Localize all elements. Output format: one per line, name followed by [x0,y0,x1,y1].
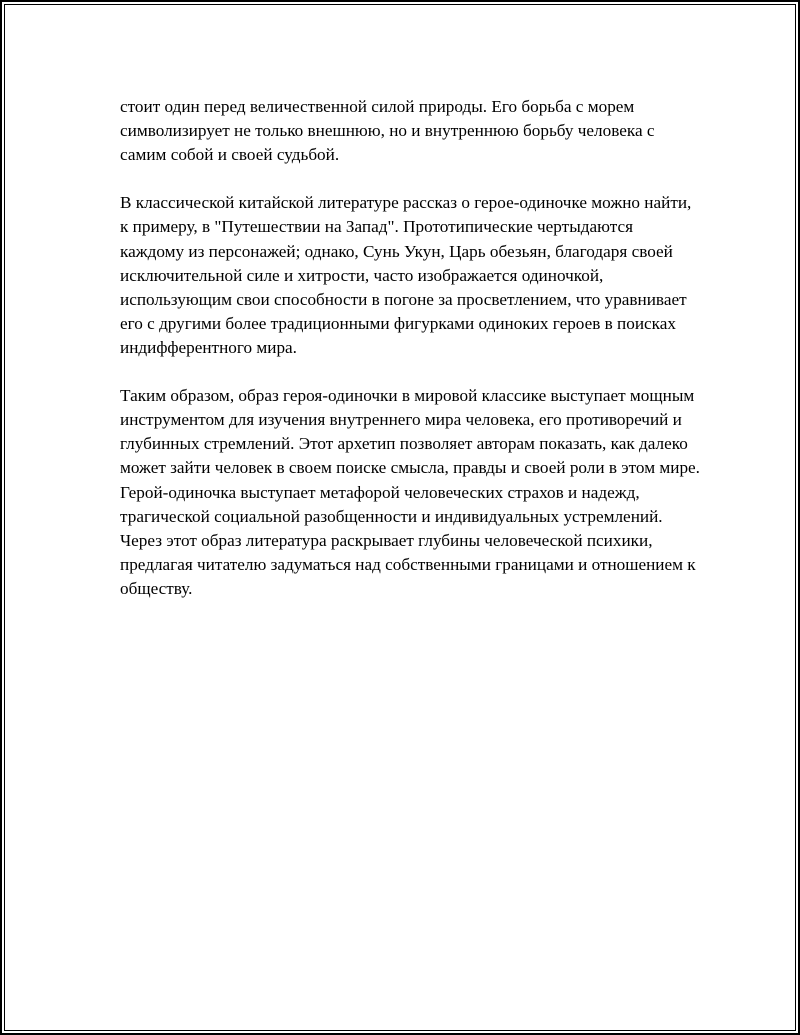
paragraph-2: В классической китайской литературе рассказ о герое-одиночке можно найти, к примеру, в "Путешествии на Запад". Прототипические чертыдаются каждому из персонажей; однако, Сунь Укун, Царь обезьян, благодаря своей исключительной силе и хитрости, часто изображается одиночкой, использующим свои способности в погоне за просветлением, что уравнивает его с другими более традиционными фигурками одиноких героев в поисках индифферентного мира. [120,193,692,357]
body-text [120,95,700,625]
paragraph-1: стоит один перед величественной силой природы. Его борьба с морем символизирует не только внешнюю, но и внутреннюю борьбу человека с самим собой и своей судьбой. [120,97,655,165]
paragraph-3: Таким образом, образ героя-одиночки в мировой классике выступает мощным инструментом для изучения внутреннего мира человека, его противоречий и глубинных стремлений. Этот архетип позволяет авторам показать, как далеко может зайти человек в своем поиске смысла, правды и своей роли в этом мире. Герой-одиночка выступает метафорой человеческих страхов и надежд, трагической социальной разобщенности и индивидуальных устремлений. Через этот образ литература раскрывает глубины человеческой психики, предлагая читателю задуматься над собственными границами и отношением к обществу. [120,386,700,598]
